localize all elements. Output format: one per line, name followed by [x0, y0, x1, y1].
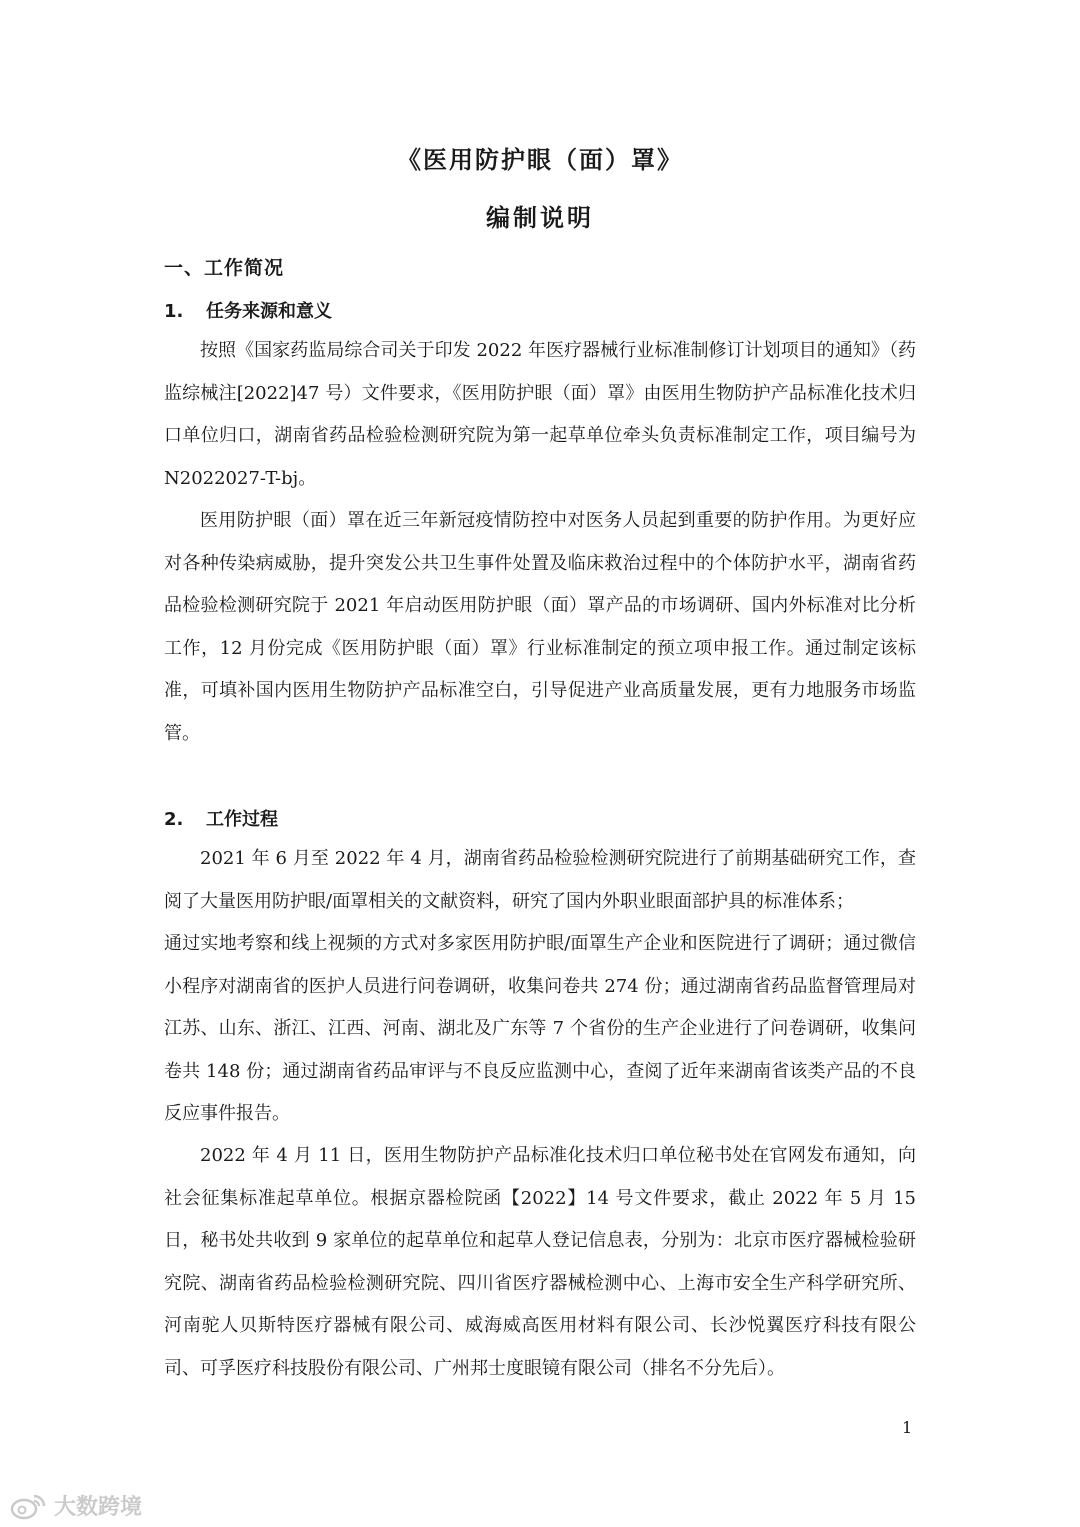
- paragraph: 按照《国家药监局综合司关于印发 2022 年医疗器械行业标准制修订计划项目的通知》（药监综械注[2022]47 号）文件要求，《医用防护眼（面）罩》由医用生物防护产品标准化技术归口单位归口，湖南省药品检验检测研究院为第一起草单位牵头负责标准制定工作，项目编号为 N2022027-T-bj。: [164, 340, 916, 489]
- paragraph: 通过实地考察和线上视频的方式对多家医用防护眼/面罩生产企业和医院进行了调研；通过微信小程序对湖南省的医护人员进行问卷调研，收集问卷共 274 份；通过湖南省药品监督管理局对江苏、山东、浙江、江西、河南、湖北及广东等 7 个省份的生产企业进行了问卷调研，收集问卷共 148 份；通过湖南省药品审评与不良反应监测中心，查阅了近年来湖南省该类产品的不良反应事件报告。: [164, 933, 916, 1124]
- subsection-heading-2: [164, 805, 278, 831]
- subsection-number: 1.: [164, 301, 184, 322]
- subsection-title: 任务来源和意义: [206, 301, 332, 322]
- watermark: [10, 1490, 142, 1521]
- subsection-heading-1: [164, 297, 332, 323]
- paragraph: 2022 年 4 月 11 日，医用生物防护产品标准化技术归口单位秘书处在官网发布通知，向社会征集标准起草单位。根据京器检院函【2022】14 号文件要求，截止 2022 年 5 月 15 日，秘书处共收到 9 家单位的起草单位和起草人登记信息表，分别为：北京市医疗器械检验研究院、湖南省药品检验检测研究院、四川省医疗器械检测中心、上海市安全生产科学研究所、河南驼人贝斯特医疗器械有限公司、威海威高医用材料有限公司、长沙悦翼医疗科技有限公司、可孚医疗科技股份有限公司、广州邦士度眼镜有限公司（排名不分先后）。: [164, 1145, 916, 1379]
- document-title: 《医用防护眼（面）罩》: [397, 146, 683, 174]
- paragraph: 医用防护眼（面）罩在近三年新冠疫情防控中对医务人员起到重要的防护作用。为更好应对各种传染病威胁，提升突发公共卫生事件处置及临床救治过程中的个体防护水平，湖南省药品检验检测研究院于 2021 年启动医用防护眼（面）罩产品的市场调研、国内外标准对比分析工作，12 月份完成《医用防护眼（面）罩》行业标准制定的预立项申报工作。通过制定该标准，可填补国内医用生物防护产品标准空白，引导促进产业高质量发展，更有力地服务市场监管。: [164, 510, 916, 744]
- weibo-logo-icon: [10, 1492, 50, 1520]
- watermark-text: 大数跨境: [54, 1495, 143, 1520]
- section-heading: 一、工作简况: [164, 257, 285, 279]
- subsection-number: 2.: [164, 809, 184, 830]
- subsection-title: 工作过程: [206, 809, 278, 830]
- page-number: 1: [902, 1418, 913, 1437]
- document-subtitle: 编制说明: [486, 204, 594, 232]
- paragraph: 2021 年 6 月至 2022 年 4 月，湖南省药品检验检测研究院进行了前期基础研究工作，查阅了大量医用防护眼/面罩相关的文献资料，研究了国内外职业眼面部护具的标准体系；: [164, 848, 916, 912]
